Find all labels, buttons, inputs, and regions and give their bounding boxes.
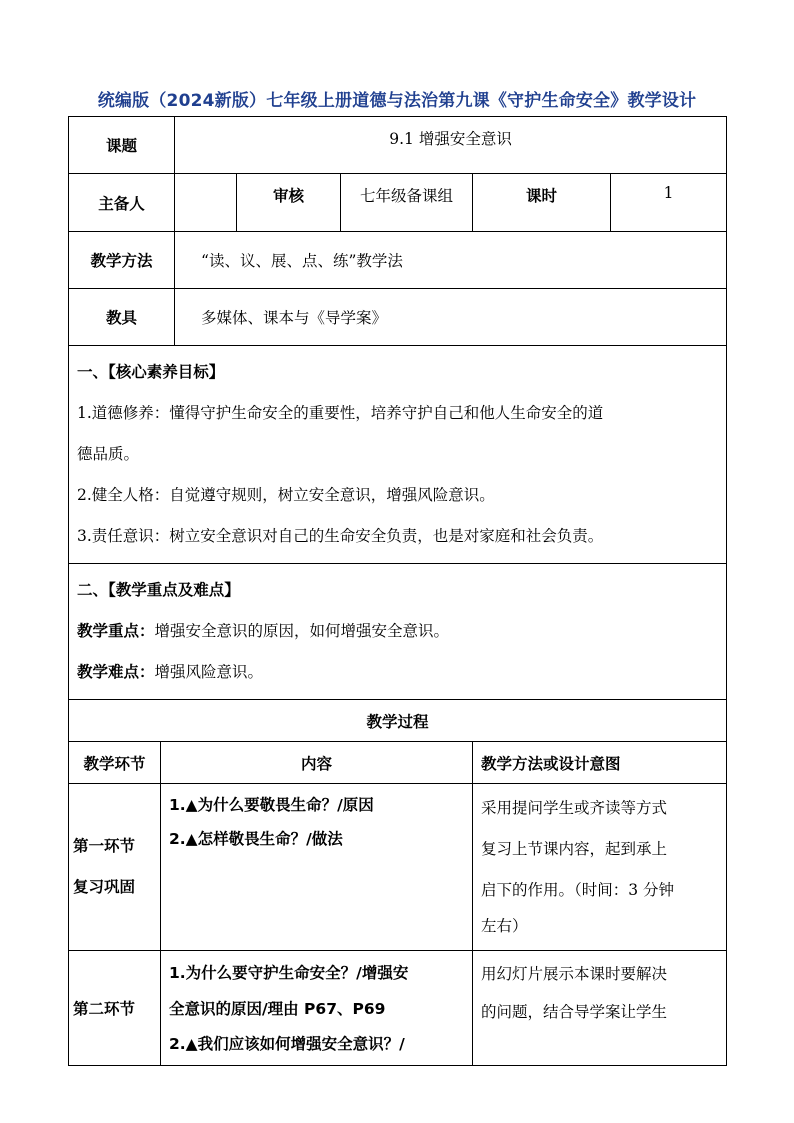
period-label: 课时 xyxy=(473,174,611,232)
tools-value: 多媒体、课本与《导学案》 xyxy=(175,289,727,346)
col-content-header: 内容 xyxy=(161,742,473,784)
process-heading: 教学过程 xyxy=(69,700,727,742)
review-value: 七年级备课组 xyxy=(341,174,473,232)
goal-item-1b: 德品质。 xyxy=(77,445,140,463)
tools-row xyxy=(69,289,727,346)
focus-text: 增强安全意识的原因，如何增强安全意识。 xyxy=(154,622,450,640)
stage2-method-b: 的问题，结合导学案让学生 xyxy=(481,1003,668,1021)
stage2-row xyxy=(69,951,727,1066)
difficulty-label: 教学难点： xyxy=(77,663,155,681)
stage1-content xyxy=(161,784,473,951)
goal-item-2: 2.健全人格：自觉遵守规则，树立安全意识，增强风险意识。 xyxy=(77,486,495,504)
document-title: 统编版（2024新版）七年级上册道德与法治第九课《守护生命安全》教学设计 xyxy=(97,91,697,111)
col-method-header: 教学方法或设计意图 xyxy=(473,742,727,784)
topic-row xyxy=(69,117,727,174)
difficulty-text: 增强风险意识。 xyxy=(154,663,264,681)
method-row xyxy=(69,232,727,289)
stage2-content-1b: 全意识的原因/理由 P67、P69 xyxy=(169,1000,386,1018)
stage1-method-b: 复习上节课内容，起到承上 xyxy=(481,840,668,858)
preparer-label: 主备人 xyxy=(69,174,175,232)
stage2-method-a: 用幻灯片展示本课时要解决 xyxy=(481,965,668,983)
stage1-name-a: 第一环节 xyxy=(73,837,136,855)
keypoints-section xyxy=(69,564,727,700)
period-value: 1 xyxy=(611,174,727,232)
stage2-name: 第二环节 xyxy=(69,951,161,1066)
preparer-row xyxy=(69,174,727,232)
keypoints-heading: 二、【教学重点及难点】 xyxy=(77,581,240,599)
lesson-plan-table xyxy=(68,116,727,1066)
stage2-method xyxy=(473,951,727,1066)
goals-section xyxy=(69,346,727,564)
stage1-method xyxy=(473,784,727,951)
focus-label: 教学重点： xyxy=(77,622,155,640)
stage1-method-a: 采用提问学生或齐读等方式 xyxy=(481,799,668,817)
stage1-row xyxy=(69,784,727,951)
stage1-content-2: 2.▲怎样敬畏生命？/做法 xyxy=(169,830,343,848)
stage2-content xyxy=(161,951,473,1066)
goals-heading: 一、【核心素养目标】 xyxy=(77,363,225,381)
goal-item-3: 3.责任意识：树立安全意识对自己的生命安全负责，也是对家庭和社会负责。 xyxy=(77,527,604,545)
difficulty-line xyxy=(77,652,718,693)
col-stage-header: 教学环节 xyxy=(69,742,161,784)
topic-label: 课题 xyxy=(69,117,175,174)
stage2-content-2: 2.▲我们应该如何增强安全意识？/ xyxy=(169,1035,405,1053)
process-columns-row xyxy=(69,742,727,784)
goal-item-1a: 1.道德修养：懂得守护生命安全的重要性，培养守护自己和他人生命安全的道 xyxy=(77,404,604,422)
goals-row xyxy=(69,346,727,564)
stage1-method-c: 启下的作用。（时间：3 分钟 xyxy=(481,881,675,899)
stage1-name xyxy=(69,784,161,951)
method-label: 教学方法 xyxy=(69,232,175,289)
stage1-name-b: 复习巩固 xyxy=(73,878,136,896)
stage2-content-1a: 1.为什么要守护生命安全？/增强安 xyxy=(169,964,409,982)
process-heading-row xyxy=(69,700,727,742)
topic-value: 9.1 增强安全意识 xyxy=(175,117,727,174)
tools-label: 教具 xyxy=(69,289,175,346)
keypoints-row xyxy=(69,564,727,700)
review-label: 审核 xyxy=(237,174,341,232)
stage1-content-1: 1.▲为什么要敬畏生命？/原因 xyxy=(169,796,374,814)
focus-line xyxy=(77,611,718,652)
method-value: “读、议、展、点、练”教学法 xyxy=(175,232,727,289)
stage1-method-d: 左右） xyxy=(481,917,528,935)
preparer-value xyxy=(175,174,237,232)
